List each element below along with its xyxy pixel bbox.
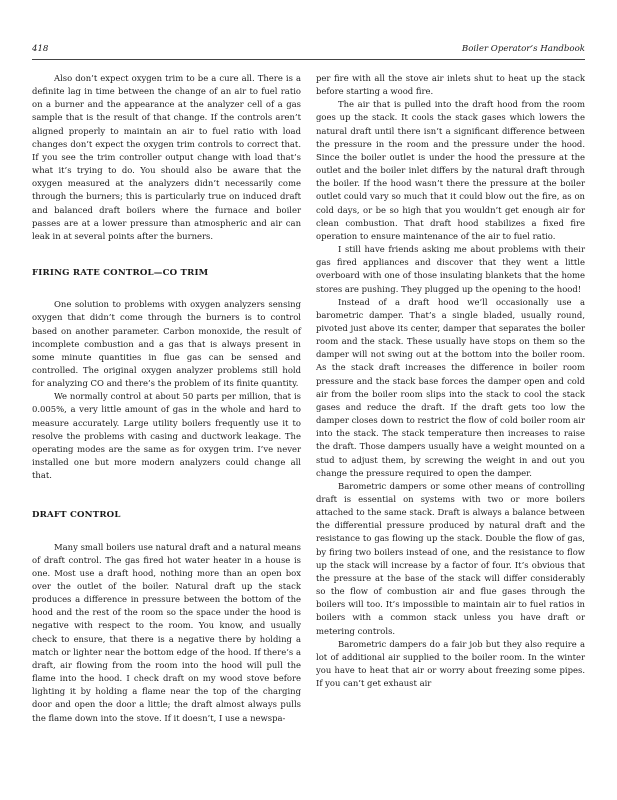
page-number: 418 [32, 44, 49, 54]
left-column [32, 72, 301, 725]
section-heading-firing-rate-control: FIRING RATE CONTROL—CO TRIM [32, 268, 209, 279]
right-column [316, 72, 585, 690]
paragraph-continued: per fire with all the stove air inlets shut to heat up the stack before starting a wood fire. [316, 73, 585, 97]
page-header [32, 44, 585, 60]
paragraph: Barometric dampers do a fair job but they also require a lot of additional air supplied to the boiler room. In the winter you have to heat that air or worry about freezing some pipes. If you can’t get exhaust air [316, 638, 585, 689]
running-title: Boiler Operator’s Handbook [461, 44, 585, 54]
paragraph: Barometric dampers or some other means of controlling draft is essential on systems with two or more boilers attached to the same stack. Draft is always a balance between the differential pressure produced by natural draft and the resistance to gas flowing up the stack. Double the flow of gas, by firing two boilers instead of one, and the resistance to flow up the stack will increase by a factor of four. It’s obvious that the pressure at the base of the stack will differ considerably so the flow of combustion air and flue gases through the boilers will too. It’s impossible to maintain air to fuel ratios in boilers with a common stack unless you have draft or metering controls. [316, 480, 585, 636]
paragraph: The air that is pulled into the draft hood from the room goes up the stack. It cools the stack gases which lowers the natural draft until there isn’t a significant difference between the pressure in the room and the pressure under the hood. Since the boiler outlet is under the hood the pressure at the outlet and the boiler inlet differs by the natural draft through the boiler. If the hood wasn’t there the pressure at the boiler outlet could vary so much that it could blow out the fire, as on cold days, or be so high that you wouldn’t get enough air for clean combustion. That draft hood stabilizes a fixed fire operation to ensure maintenance of the air to fuel ratio. [316, 99, 585, 241]
section-heading-draft-control: DRAFT CONTROL [32, 510, 121, 521]
header-rule [32, 59, 585, 60]
paragraph: Also don’t expect oxygen trim to be a cure all. There is a definite lag in time between the change of an air to fuel ratio on a burner and the appearance at the analyzer cell of a gas sample that is the result of that change. If the controls aren’t aligned properly to maintain an air to fuel ratio with load changes don’t expect the oxygen trim controls to correct that. If you see the trim controller output change with load that’s what it’s trying to do. You should also be aware that the oxygen measured at the analyzers didn’t necessarily come through the burners; this is particularly true on induced draft and balanced draft boilers where the furnace and boiler passes are at a lower pressure than atmospheric and air can leak in at several points after the burners. [32, 73, 301, 241]
paragraph: Many small boilers use natural draft and a natural means of draft control. The gas fired hot water heater in a house is one. Most use a draft hood, nothing more than an open box over the outlet of the boiler. Natural draft up the stack produces a difference in pressure between the bottom of the hood and the rest of the room so the space under the hood is negative with respect to the room. You know, and usually check to ensure, that there is a negative there by holding a match or lighter near the bottom edge of the hood. If there’s a draft, air flowing from the room into the hood will pull the flame into the hood. I check draft on my wood stove before lighting it by holding a flame near the top of the charging door and open the door a little; the draft almost always pulls the flame down into the stove. If it doesn’t, I use a newspa- [32, 541, 301, 723]
paragraph: Instead of a draft hood we’ll occasionally use a barometric damper. That’s a single bladed, usually round, pivoted just above its center, damper that separates the boiler room and the stack. These usually have stops on them so the damper will not swing out at the bottom into the boiler room. As the stack draft increases the difference in boiler room pressure and the stack base forces the damper open and cold air from the boiler room slips into the stack to cool the stack gases and reduce the draft. If the draft gets too low the damper closes down to restrict the flow of cold boiler room air into the stack. The stack temperature then increases to raise the draft. Those dampers usually have a weight mounted on a stud to adjust them, by screwing the weight in and out you change the pressure required to open the damper. [316, 296, 585, 478]
paragraph: We normally control at about 50 parts per million, that is 0.005%, a very little amount of gas in the whole and hard to measure accurately. Large utility boilers frequently use it to resolve the problems with casing and ductwork leakage. The operating modes are the same as for oxygen trim. I’ve never installed one but more modern analyzers could change all that. [32, 391, 301, 481]
paragraph: One solution to problems with oxygen analyzers sensing oxygen that didn’t come through the burners is to control based on another parameter. Carbon monoxide, the result of incomplete combustion and a gas that is always present in some minute quantities in flue gas can be sensed and controlled. The original oxygen analyzer problems still hold for analyzing CO and there’s the problem of its finite quantity. [32, 299, 301, 389]
paragraph: I still have friends asking me about problems with their gas fired appliances and discover that they went a little overboard with one of those insulating blankets that the home stores are pushing. They plugged up the opening to the hood! [316, 244, 585, 294]
